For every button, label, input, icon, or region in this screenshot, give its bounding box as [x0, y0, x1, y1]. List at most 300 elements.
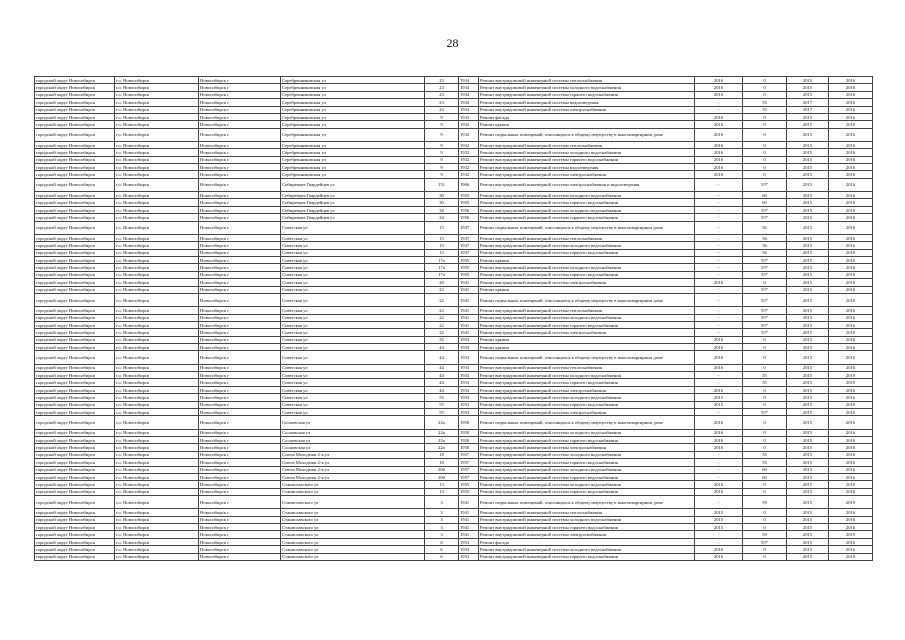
cell-municipality: городской округ Новосибирск — [35, 121, 115, 128]
cell-col-k: 2016 — [829, 113, 873, 120]
cell-house-number: 18 — [425, 459, 459, 466]
cell-municipality: городской округ Новосибирск — [35, 242, 115, 249]
cell-work-type: Ремонт внутридомовой инженерной системы холодного водоснабжения — [479, 372, 695, 379]
table-row — [35, 77, 873, 84]
cell-house-number: 22 — [425, 321, 459, 328]
cell-col-h: - — [695, 459, 743, 466]
cell-locality: Новосибирск г — [199, 473, 281, 480]
cell-col-h: - — [695, 451, 743, 458]
cell-locality: Новосибирск г — [199, 364, 281, 371]
cell-build-year: 1941 — [459, 329, 479, 336]
cell-municipality: городской округ Новосибирск — [35, 553, 115, 560]
cell-col-k: 2016 — [829, 488, 873, 495]
cell-work-type: Ремонт внутридомовой инженерной системы холодного водоснабжения — [479, 149, 695, 156]
cell-build-year: 1953 — [459, 336, 479, 343]
table-row — [35, 156, 873, 163]
cell-build-year: 1955 — [459, 271, 479, 278]
cell-municipality: городской округ Новосибирск — [35, 113, 115, 120]
cell-col-j: 2015 — [787, 409, 829, 416]
cell-house-number: 23 — [425, 84, 459, 91]
cell-house-number: 9 — [425, 128, 459, 141]
cell-col-i: 0 — [743, 436, 787, 443]
cell-house-number: 3 — [425, 509, 459, 516]
cell-col-j: 2015 — [787, 77, 829, 84]
cell-work-type: Ремонт внутридомовой инженерной системы горячего водоснабжения — [479, 401, 695, 408]
cell-street: Советская ул — [281, 234, 425, 241]
cell-col-h: - — [695, 271, 743, 278]
cell-locality: Новосибирск г — [199, 314, 281, 321]
cell-col-j: 2015 — [787, 307, 829, 314]
table-row — [35, 524, 873, 531]
cell-work-type: Ремонт внутридомовой инженерной системы электроснабжения — [479, 106, 695, 113]
cell-build-year: 1937 — [459, 234, 479, 241]
cell-locality: Новосибирск г — [199, 496, 281, 509]
cell-build-year: 1932 — [459, 149, 479, 156]
cell-house-number: 35 — [425, 336, 459, 343]
cell-street: Серебренниковская ул — [281, 113, 425, 120]
cell-district: г.о. Новосибирск — [115, 141, 199, 148]
cell-col-i: 55* — [743, 178, 787, 191]
cell-build-year: 1941 — [459, 307, 479, 314]
cell-work-type: Ремонт внутридомовой инженерной системы теплоснабжения — [479, 77, 695, 84]
table-row — [35, 199, 873, 206]
cell-col-k: 2016 — [829, 459, 873, 466]
cell-col-h: - — [695, 379, 743, 386]
cell-col-h: - — [695, 307, 743, 314]
cell-house-number: 23 — [425, 91, 459, 98]
cell-build-year: 1957 — [459, 466, 479, 473]
cell-house-number: 34 — [425, 206, 459, 213]
cell-build-year: 1953 — [459, 409, 479, 416]
cell-house-number: 44 — [425, 344, 459, 351]
cell-street: Сибиревцев Гвардейцев ул — [281, 214, 425, 221]
cell-house-number: 22а — [425, 416, 459, 429]
cell-col-i: 0 — [743, 121, 787, 128]
cell-col-k: 2016 — [829, 344, 873, 351]
cell-col-i: 0 — [743, 444, 787, 451]
table-row — [35, 516, 873, 523]
cell-locality: Новосибирск г — [199, 106, 281, 113]
cell-col-k: 2016 — [829, 364, 873, 371]
cell-work-type: Ремонт внутридомовой инженерной системы горячего водоснабжения — [479, 379, 695, 386]
cell-build-year: 1937 — [459, 221, 479, 234]
cell-work-type: Ремонт внутридомовой инженерной системы теплоснабжения — [479, 364, 695, 371]
cell-build-year: 1950 — [459, 416, 479, 429]
cell-col-h: 2015 — [695, 509, 743, 516]
cell-build-year: 1955 — [459, 256, 479, 263]
cell-work-type: Ремонт крыши — [479, 256, 695, 263]
cell-col-j: 2015 — [787, 351, 829, 364]
cell-municipality: городской округ Новосибирск — [35, 409, 115, 416]
cell-district: г.о. Новосибирск — [115, 293, 199, 306]
cell-district: г.о. Новосибирск — [115, 214, 199, 221]
cell-col-j: 2015 — [787, 466, 829, 473]
cell-locality: Новосибирск г — [199, 199, 281, 206]
cell-build-year: 1953 — [459, 394, 479, 401]
cell-house-number: 34 — [425, 214, 459, 221]
table-row — [35, 459, 873, 466]
cell-house-number: 9 — [425, 164, 459, 171]
cell-col-i: 0 — [743, 336, 787, 343]
cell-col-i: 55* — [743, 314, 787, 321]
cell-col-j: 2015 — [787, 364, 829, 371]
cell-col-i: 60 — [743, 473, 787, 480]
cell-col-h: - — [695, 538, 743, 545]
cell-locality: Новосибирск г — [199, 394, 281, 401]
cell-locality: Новосибирск г — [199, 444, 281, 451]
cell-district: г.о. Новосибирск — [115, 473, 199, 480]
cell-col-h: 2016 — [695, 113, 743, 120]
cell-col-j: 2015 — [787, 473, 829, 480]
cell-build-year: 1957 — [459, 451, 479, 458]
cell-col-j: 2015 — [787, 221, 829, 234]
cell-col-k: 2016 — [829, 429, 873, 436]
cell-col-k: 2016 — [829, 279, 873, 286]
cell-col-k: 2016 — [829, 307, 873, 314]
table-row — [35, 307, 873, 314]
cell-street: Станиславского ул — [281, 516, 425, 523]
cell-col-j: 2015 — [787, 199, 829, 206]
cell-street: Сосновская ул — [281, 436, 425, 443]
cell-work-type: Ремонт внутридомовой инженерной системы горячего водоснабжения — [479, 271, 695, 278]
cell-locality: Новосибирск г — [199, 279, 281, 286]
cell-col-h: - — [695, 178, 743, 191]
cell-street: Серебренниковская ул — [281, 91, 425, 98]
cell-district: г.о. Новосибирск — [115, 221, 199, 234]
cell-district: г.о. Новосибирск — [115, 459, 199, 466]
cell-work-type: Ремонт внутридомовой инженерной системы холодного водоснабжения — [479, 84, 695, 91]
cell-house-number: 13 — [425, 481, 459, 488]
cell-district: г.о. Новосибирск — [115, 516, 199, 523]
table-row — [35, 364, 873, 371]
cell-district: г.о. Новосибирск — [115, 234, 199, 241]
cell-col-i: 55* — [743, 286, 787, 293]
cell-col-k: 2016 — [829, 164, 873, 171]
cell-work-type: Ремонт внутридомовой инженерной системы горячего водоснабжения — [479, 199, 695, 206]
cell-district: г.о. Новосибирск — [115, 429, 199, 436]
cell-col-h: 2016 — [695, 351, 743, 364]
cell-col-j: 2015 — [787, 128, 829, 141]
cell-col-i: 0 — [743, 416, 787, 429]
cell-street: Советская ул — [281, 344, 425, 351]
table-row — [35, 271, 873, 278]
cell-build-year: 1957 — [459, 459, 479, 466]
table-row — [35, 286, 873, 293]
cell-district: г.о. Новосибирск — [115, 531, 199, 538]
cell-col-k: 2016 — [829, 481, 873, 488]
cell-col-i: 56 — [743, 234, 787, 241]
table-row — [35, 379, 873, 386]
cell-col-h: - — [695, 192, 743, 199]
cell-house-number: 44 — [425, 386, 459, 393]
table-row — [35, 314, 873, 321]
cell-col-i: 0 — [743, 509, 787, 516]
cell-col-h: - — [695, 221, 743, 234]
cell-col-k: 2016 — [829, 516, 873, 523]
cell-house-number: 23 — [425, 106, 459, 113]
cell-municipality: городской округ Новосибирск — [35, 128, 115, 141]
cell-locality: Новосибирск г — [199, 286, 281, 293]
cell-work-type: Ремонт внутридомовой инженерной системы теплоснабжения — [479, 509, 695, 516]
cell-work-type: Ремонт внутридомовой инженерной системы горячего водоснабжения — [479, 488, 695, 495]
cell-col-j: 2015 — [787, 192, 829, 199]
table-row — [35, 372, 873, 379]
cell-work-type: Ремонт подвальных помещений, относящихся к общему имуществу в многоквартирном доме — [479, 351, 695, 364]
cell-col-k: 2016 — [829, 91, 873, 98]
cell-municipality: городской округ Новосибирск — [35, 178, 115, 191]
cell-district: г.о. Новосибирск — [115, 344, 199, 351]
cell-build-year: 1950 — [459, 429, 479, 436]
cell-col-i: 55* — [743, 307, 787, 314]
cell-municipality: городской округ Новосибирск — [35, 466, 115, 473]
cell-col-k: 2016 — [829, 416, 873, 429]
cell-col-j: 2015 — [787, 214, 829, 221]
cell-col-j: 2015 — [787, 336, 829, 343]
table-row — [35, 409, 873, 416]
table-row — [35, 451, 873, 458]
cell-street: Советская ул — [281, 286, 425, 293]
cell-locality: Новосибирск г — [199, 538, 281, 545]
cell-col-h: 2015 — [695, 516, 743, 523]
cell-street: Станиславского ул — [281, 546, 425, 553]
cell-col-h: - — [695, 264, 743, 271]
cell-municipality: городской округ Новосибирск — [35, 531, 115, 538]
cell-municipality: городской округ Новосибирск — [35, 192, 115, 199]
cell-district: г.о. Новосибирск — [115, 149, 199, 156]
cell-house-number: 6 — [425, 538, 459, 545]
cell-col-h: - — [695, 531, 743, 538]
cell-build-year: 1933 — [459, 351, 479, 364]
cell-col-i: 0 — [743, 488, 787, 495]
cell-build-year: 1950 — [459, 436, 479, 443]
cell-build-year: 1934 — [459, 91, 479, 98]
cell-col-j: 2015 — [787, 436, 829, 443]
cell-col-k: 2016 — [829, 509, 873, 516]
cell-col-j: 2015 — [787, 524, 829, 531]
cell-work-type: Ремонт внутридомовой инженерной системы горячего водоснабжения — [479, 91, 695, 98]
cell-district: г.о. Новосибирск — [115, 192, 199, 199]
cell-municipality: городской округ Новосибирск — [35, 156, 115, 163]
cell-district: г.о. Новосибирск — [115, 279, 199, 286]
cell-house-number: 3 — [425, 516, 459, 523]
cell-col-h: - — [695, 314, 743, 321]
cell-house-number: 18 — [425, 451, 459, 458]
cell-col-i: 0 — [743, 429, 787, 436]
cell-work-type: Ремонт фасада — [479, 113, 695, 120]
cell-col-i: 56 — [743, 242, 787, 249]
cell-col-h: 2016 — [695, 91, 743, 98]
cell-work-type: Ремонт внутридомовой инженерной системы электроснабжения и водоотведения — [479, 178, 695, 191]
cell-build-year: 1956 — [459, 214, 479, 221]
cell-col-j: 2015 — [787, 451, 829, 458]
cell-col-i: 55 — [743, 372, 787, 379]
cell-col-j: 2015 — [787, 84, 829, 91]
cell-col-i: 0 — [743, 516, 787, 523]
cell-locality: Новосибирск г — [199, 242, 281, 249]
cell-locality: Новосибирск г — [199, 481, 281, 488]
cell-street: Советская ул — [281, 279, 425, 286]
cell-col-h: - — [695, 242, 743, 249]
cell-street: Советская ул — [281, 249, 425, 256]
cell-house-number: 44 — [425, 364, 459, 371]
cell-col-i: 55* — [743, 264, 787, 271]
cell-street: Станиславского ул — [281, 488, 425, 495]
cell-build-year: 1933 — [459, 386, 479, 393]
cell-col-i: 0 — [743, 524, 787, 531]
cell-locality: Новосибирск г — [199, 293, 281, 306]
cell-col-h: - — [695, 256, 743, 263]
cell-street: Союза Молодежи 2-я ул — [281, 451, 425, 458]
cell-build-year: 1933 — [459, 379, 479, 386]
cell-district: г.о. Новосибирск — [115, 77, 199, 84]
cell-col-j: 2015 — [787, 344, 829, 351]
cell-col-j: 2015 — [787, 314, 829, 321]
cell-locality: Новосибирск г — [199, 121, 281, 128]
cell-house-number: 6 — [425, 553, 459, 560]
cell-col-k: 2016 — [829, 206, 873, 213]
cell-street: Серебренниковская ул — [281, 84, 425, 91]
cell-build-year: 1934 — [459, 84, 479, 91]
cell-build-year: 1941 — [459, 293, 479, 306]
cell-col-h: 2016 — [695, 164, 743, 171]
cell-col-k: 2016 — [829, 336, 873, 343]
cell-district: г.о. Новосибирск — [115, 128, 199, 141]
cell-house-number: 3 — [425, 496, 459, 509]
table-row — [35, 321, 873, 328]
table-row — [35, 221, 873, 234]
table-row — [35, 488, 873, 495]
cell-district: г.о. Новосибирск — [115, 264, 199, 271]
cell-build-year: 1933 — [459, 364, 479, 371]
table-row — [35, 91, 873, 98]
cell-municipality: городской округ Новосибирск — [35, 293, 115, 306]
cell-house-number: 55 — [425, 401, 459, 408]
cell-work-type: Ремонт внутридомовой инженерной системы горячего водоснабжения — [479, 436, 695, 443]
cell-locality: Новосибирск г — [199, 307, 281, 314]
cell-work-type: Ремонт внутридомовой инженерной системы холодного водоснабжения — [479, 451, 695, 458]
cell-col-k: 2016 — [829, 451, 873, 458]
table-row — [35, 473, 873, 480]
table-row — [35, 401, 873, 408]
cell-build-year: 1955 — [459, 488, 479, 495]
cell-locality: Новосибирск г — [199, 113, 281, 120]
cell-col-h: 2016 — [695, 344, 743, 351]
cell-col-j: 2015 — [787, 531, 829, 538]
cell-col-k: 2016 — [829, 329, 873, 336]
cell-house-number: 20б — [425, 473, 459, 480]
cell-municipality: городской округ Новосибирск — [35, 351, 115, 364]
cell-col-k: 2016 — [829, 242, 873, 249]
cell-work-type: Ремонт внутридомовой инженерной системы горячего водоснабжения — [479, 473, 695, 480]
cell-col-k: 2016 — [829, 141, 873, 148]
cell-build-year: 1937 — [459, 249, 479, 256]
cell-build-year: 1941 — [459, 496, 479, 509]
table-row — [35, 481, 873, 488]
table-row — [35, 99, 873, 106]
cell-district: г.о. Новосибирск — [115, 314, 199, 321]
cell-municipality: городской округ Новосибирск — [35, 286, 115, 293]
table-row — [35, 496, 873, 509]
cell-municipality: городской округ Новосибирск — [35, 199, 115, 206]
cell-build-year: 1941 — [459, 314, 479, 321]
table-row — [35, 394, 873, 401]
cell-street: Советская ул — [281, 394, 425, 401]
cell-work-type: Ремонт внутридомовой инженерной системы электроснабжения — [479, 444, 695, 451]
cell-col-k: 2016 — [829, 314, 873, 321]
cell-house-number: 151 — [425, 178, 459, 191]
cell-col-j: 2015 — [787, 372, 829, 379]
cell-col-i: 0 — [743, 546, 787, 553]
cell-col-h: - — [695, 286, 743, 293]
cell-locality: Новосибирск г — [199, 351, 281, 364]
cell-locality: Новосибирск г — [199, 436, 281, 443]
cell-locality: Новосибирск г — [199, 546, 281, 553]
cell-col-i: 0 — [743, 553, 787, 560]
cell-locality: Новосибирск г — [199, 164, 281, 171]
cell-work-type: Ремонт внутридомовой инженерной системы теплоснабжения — [479, 234, 695, 241]
cell-col-k: 2016 — [829, 106, 873, 113]
cell-street: Советская ул — [281, 221, 425, 234]
cell-col-j: 2015 — [787, 113, 829, 120]
cell-col-j: 2015 — [787, 156, 829, 163]
cell-house-number: 22а — [425, 429, 459, 436]
cell-municipality: городской округ Новосибирск — [35, 524, 115, 531]
cell-street: Станиславского ул — [281, 509, 425, 516]
cell-col-k: 2016 — [829, 409, 873, 416]
cell-municipality: городской округ Новосибирск — [35, 538, 115, 545]
cell-locality: Новосибирск г — [199, 531, 281, 538]
cell-col-i: 59 — [743, 531, 787, 538]
cell-street: Серебренниковская ул — [281, 121, 425, 128]
cell-work-type: Ремонт внутридомовой инженерной системы холодного водоснабжения — [479, 546, 695, 553]
cell-col-h: - — [695, 206, 743, 213]
cell-locality: Новосибирск г — [199, 141, 281, 148]
cell-col-h: 2016 — [695, 128, 743, 141]
cell-work-type: Ремонт внутридомовой инженерной системы электроснабжения — [479, 531, 695, 538]
cell-district: г.о. Новосибирск — [115, 242, 199, 249]
cell-col-i: 0 — [743, 364, 787, 371]
cell-work-type: Ремонт внутридомовой инженерной системы водоотведения — [479, 164, 695, 171]
cell-district: г.о. Новосибирск — [115, 509, 199, 516]
cell-district: г.о. Новосибирск — [115, 206, 199, 213]
cell-street: Сосновская ул — [281, 444, 425, 451]
cell-house-number: 44 — [425, 372, 459, 379]
cell-street: Советская ул — [281, 386, 425, 393]
cell-locality: Новосибирск г — [199, 416, 281, 429]
cell-col-h: - — [695, 409, 743, 416]
cell-col-k: 2016 — [829, 286, 873, 293]
cell-col-i: 0 — [743, 113, 787, 120]
cell-street: Советская ул — [281, 314, 425, 321]
cell-street: Сосновская ул — [281, 416, 425, 429]
cell-locality: Новосибирск г — [199, 84, 281, 91]
cell-street: Серебренниковская ул — [281, 156, 425, 163]
cell-municipality: городской округ Новосибирск — [35, 84, 115, 91]
cell-house-number: 6 — [425, 546, 459, 553]
cell-district: г.о. Новосибирск — [115, 444, 199, 451]
cell-district: г.о. Новосибирск — [115, 91, 199, 98]
cell-col-k: 2016 — [829, 156, 873, 163]
cell-municipality: городской округ Новосибирск — [35, 234, 115, 241]
cell-locality: Новосибирск г — [199, 91, 281, 98]
cell-col-j: 2015 — [787, 488, 829, 495]
cell-col-j: 2015 — [787, 256, 829, 263]
cell-street: Советская ул — [281, 372, 425, 379]
cell-col-j: 2015 — [787, 206, 829, 213]
cell-work-type: Ремонт внутридомовой инженерной системы холодного водоснабжения — [479, 466, 695, 473]
cell-col-i: 0 — [743, 481, 787, 488]
cell-municipality: городской округ Новосибирск — [35, 509, 115, 516]
